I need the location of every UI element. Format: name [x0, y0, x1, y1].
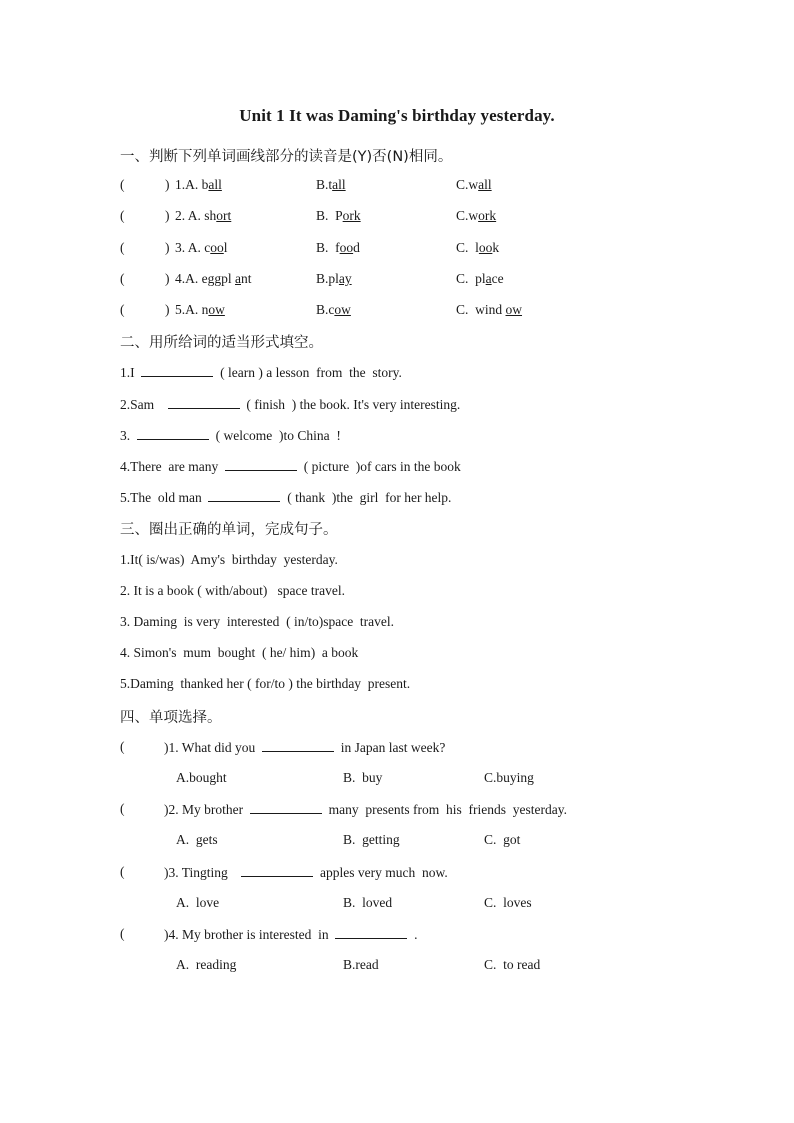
option-c[interactable]: C. loves [484, 895, 532, 910]
question-start: What did you [181, 740, 263, 755]
answer-paren-open: ( [120, 271, 125, 286]
fill-blank-item-5 [120, 489, 451, 506]
item-number: 2. A. [175, 208, 201, 223]
answer-paren-open: ( [120, 864, 125, 879]
word-c-pre: C.w [456, 208, 479, 223]
word-a-underline: oo [210, 240, 224, 255]
option-a[interactable]: A. reading [176, 957, 237, 972]
word-c-pre: C. l [456, 240, 479, 255]
pronunciation-item-3 [120, 240, 680, 260]
option-a[interactable]: A.bought [176, 770, 227, 785]
choice-options-3 [0, 895, 794, 915]
word-c-underline: ork [478, 208, 497, 223]
word-c-underline: ow [505, 302, 523, 317]
sentence-start: 4.There are many [120, 459, 225, 474]
pronunciation-item-4 [120, 271, 680, 291]
word-a-post: nt [241, 271, 252, 286]
answer-paren-close: ) [165, 177, 170, 192]
pronunciation-item-5 [120, 302, 680, 322]
word-c-underline: oo [478, 240, 493, 255]
answer-paren-close: ) [165, 271, 170, 286]
circle-word-item-1: 1.It( is/was) Amy's birthday yesterday. [120, 552, 338, 567]
fill-blank-item-3 [120, 427, 341, 444]
question-start: My brother is interested in [182, 927, 336, 942]
question-start: Tingting [181, 865, 242, 880]
section-4-heading: 四、单项选择。 [120, 710, 222, 726]
word-c-post: ce [491, 271, 504, 286]
word-c-pre: C. pl [456, 271, 486, 286]
answer-blank[interactable] [168, 396, 240, 409]
word-a-pre: eggpl [201, 271, 235, 286]
answer-blank[interactable] [141, 364, 213, 377]
answer-blank[interactable] [262, 739, 334, 752]
circle-word-item-3: 3. Daming is very interested ( in/to)space travel. [120, 614, 395, 629]
answer-paren-open: ( [120, 302, 125, 317]
answer-blank[interactable] [137, 427, 209, 440]
section-1-heading: 一、判断下列单词画线部分的读音是(Y)否(N)相同。 [120, 149, 453, 165]
item-number: 4.A. [175, 271, 199, 286]
word-a-post: l [223, 240, 228, 255]
word-c-underline: a [485, 271, 492, 286]
word-c-pre: C. wind [456, 302, 506, 317]
word-a-pre: c [204, 240, 211, 255]
answer-paren-open: ( [120, 208, 125, 223]
word-a-underline: all [208, 177, 222, 192]
choice-question-2 [120, 801, 680, 821]
answer-blank[interactable] [241, 864, 313, 877]
word-b-underline: oo [339, 240, 354, 255]
answer-blank[interactable] [250, 801, 322, 814]
answer-paren-close: ) [165, 302, 170, 317]
fill-blank-item-4 [120, 458, 461, 475]
sentence-start: 1.I [120, 365, 142, 380]
word-a-pre: b [201, 177, 209, 192]
word-b-underline: all [332, 177, 346, 192]
question-number: )2. [164, 802, 179, 817]
question-end: many presents from his friends yesterday. [321, 802, 567, 817]
answer-paren-open: ( [120, 177, 125, 192]
question-number: )1. [164, 740, 179, 755]
sentence-end: ( thank )the girl for her help. [280, 490, 452, 505]
answer-blank[interactable] [225, 458, 297, 471]
answer-paren-open: ( [120, 739, 125, 754]
option-a[interactable]: A. love [176, 895, 220, 910]
option-c[interactable]: C. got [484, 832, 521, 847]
item-number: 1.A. [175, 177, 199, 192]
item-number: 5.A. [175, 302, 199, 317]
sentence-end: ( learn ) a lesson from the story. [213, 365, 402, 380]
word-a-pre: n [201, 302, 209, 317]
page-title: Unit 1 It was Daming's birthday yesterday. [239, 106, 555, 125]
choice-options-1 [0, 770, 794, 790]
fill-blank-item-2 [120, 396, 460, 413]
question-end: apples very much now. [313, 865, 448, 880]
word-b-pre: B.pl [316, 271, 339, 286]
word-a-pre: sh [204, 208, 217, 223]
word-b-underline: ow [334, 302, 351, 317]
answer-paren-open: ( [120, 801, 125, 816]
word-b-pre: B. P [316, 208, 343, 223]
word-b-pre: B.c [316, 302, 335, 317]
word-a-underline: a [235, 271, 241, 286]
pronunciation-item-2 [120, 208, 680, 228]
choice-question-4 [120, 926, 680, 946]
sentence-end: ( welcome )to China ! [208, 428, 341, 443]
option-b[interactable]: B. getting [343, 832, 400, 847]
sentence-end: ( picture )of cars in the book [296, 459, 461, 474]
fill-blank-item-1 [120, 364, 402, 381]
circle-word-item-5: 5.Daming thanked her ( for/to ) the birthday present. [120, 676, 411, 691]
answer-blank[interactable] [335, 926, 407, 939]
circle-word-item-2: 2. It is a book ( with/about) space travel. [120, 583, 345, 598]
word-b-pre: B. f [316, 240, 340, 255]
answer-blank[interactable] [208, 489, 280, 502]
choice-question-3 [120, 864, 680, 884]
question-number: )4. [164, 927, 179, 942]
pronunciation-item-1 [120, 177, 680, 197]
option-c[interactable]: C. to read [484, 957, 541, 972]
option-a[interactable]: A. gets [176, 832, 218, 847]
choice-options-4 [0, 957, 794, 977]
answer-paren-close: ) [165, 208, 170, 223]
answer-paren-close: ) [165, 240, 170, 255]
question-end: . [407, 927, 418, 942]
word-b-post: d [353, 240, 360, 255]
word-b-underline: ay [338, 271, 352, 286]
sentence-start: 5.The old man [120, 490, 209, 505]
option-b[interactable]: B. loved [343, 895, 393, 910]
sentence-end: ( finish ) the book. It's very interesting. [239, 397, 461, 412]
option-b[interactable]: B.read [343, 957, 379, 972]
answer-paren-open: ( [120, 240, 125, 255]
word-c-pre: C.w [456, 177, 479, 192]
word-b-pre: B.t [316, 177, 333, 192]
sentence-start: 2.Sam [120, 397, 168, 412]
circle-word-item-4: 4. Simon's mum bought ( he/ him) a book [120, 645, 359, 660]
word-c-underline: all [478, 177, 492, 192]
word-c-post: k [492, 240, 500, 255]
option-c[interactable]: C.buying [484, 770, 534, 785]
item-number: 3. A. [175, 240, 201, 255]
section-3-heading: 三、圈出正确的单词，完成句子。 [120, 522, 338, 538]
choice-options-2 [0, 832, 794, 852]
word-a-underline: ow [208, 302, 225, 317]
question-start: My brother [182, 802, 250, 817]
answer-paren-open: ( [120, 926, 125, 941]
choice-question-1 [120, 739, 680, 759]
sentence-start: 3. [120, 428, 137, 443]
option-b[interactable]: B. buy [343, 770, 383, 785]
question-number: )3. [164, 865, 179, 880]
word-b-underline: ork [342, 208, 361, 223]
question-end: in Japan last week? [334, 740, 446, 755]
section-2-heading: 二、用所给词的适当形式填空。 [120, 335, 323, 351]
word-a-underline: ort [216, 208, 232, 223]
